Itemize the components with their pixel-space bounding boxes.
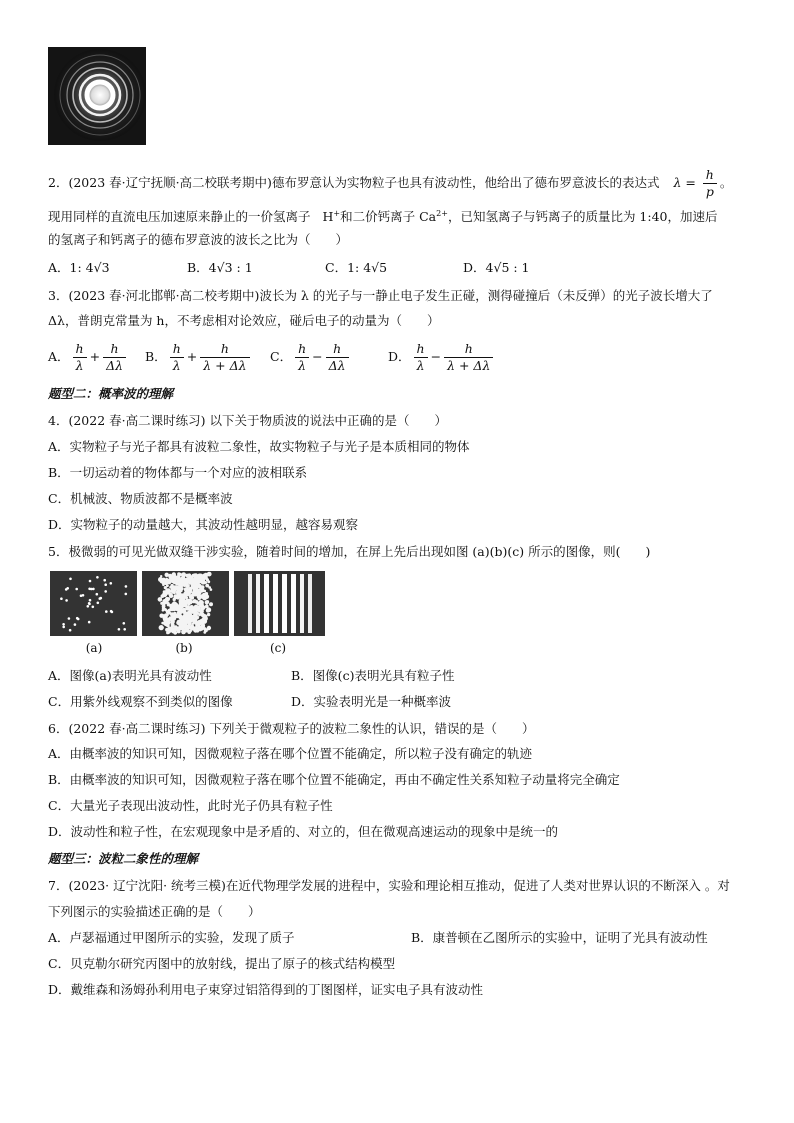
photon-dot <box>69 629 72 632</box>
photon-dot <box>159 625 164 630</box>
photon-dot <box>167 580 171 584</box>
interference-panel-c <box>234 571 325 636</box>
photon-dot <box>192 591 197 596</box>
photon-dot <box>168 618 171 621</box>
photon-dot <box>203 631 206 634</box>
photon-dot <box>179 619 183 623</box>
photon-dot <box>196 609 199 612</box>
photon-dot <box>206 609 209 612</box>
q3-option-a[interactable]: A． $\frac{h}{\lambda}$ + $\frac{h}{\Delta\lambda}$ <box>48 341 129 374</box>
photon-dot <box>161 594 165 598</box>
q2-stem-line3: 的氢离子和钙离子的德布罗意波的波长之比为（ ） <box>48 232 349 247</box>
photon-dot <box>191 624 194 627</box>
photon-dot <box>177 578 180 581</box>
photon-dot <box>76 617 79 620</box>
photon-dot <box>197 620 200 623</box>
photon-dot <box>163 590 166 593</box>
q4-option-d[interactable]: D．实物粒子的动量越大，其波动性越明显，越容易观察 <box>48 517 359 532</box>
photon-dot <box>69 578 72 581</box>
interference-panel-a <box>50 571 137 636</box>
photon-dot <box>65 599 68 602</box>
section-heading-2: 题型二：概率波的理解 <box>48 386 174 401</box>
photon-dot <box>182 576 185 579</box>
q3-option-b[interactable]: B． $\frac{h}{\lambda}$ + $\frac{h}{\lambda + \Delta\lambda}$ <box>145 341 253 374</box>
photon-dot <box>202 574 207 579</box>
photon-dot <box>202 581 206 585</box>
panel-label-b: (b) <box>175 641 193 655</box>
photon-dot <box>204 620 207 623</box>
photon-dot <box>62 623 65 626</box>
q6-option-c[interactable]: C．大量光子表现出波动性，此时光子仍具有粒子性 <box>48 798 333 813</box>
photon-dot <box>125 593 128 596</box>
q2-stem-line2: 现用同样的直流电压加速原来静止的一价氢离子 H+和二价钙离子 $Ca^{2+}$，已知氢离子与钙离子的质量比为 1:40，加速后 <box>48 209 718 225</box>
photon-dot <box>161 614 164 617</box>
q4-option-a[interactable]: A．实物粒子与光子都具有波粒二象性，故实物粒子与光子是本质相同的物体 <box>48 439 470 454</box>
photon-dot <box>60 597 63 600</box>
photon-dot <box>105 610 108 613</box>
photon-dot <box>166 584 169 587</box>
photon-dot <box>193 573 196 576</box>
photon-dot <box>171 623 175 627</box>
q4-option-c[interactable]: C．机械波、物质波都不是概率波 <box>48 491 233 506</box>
q7-option-c[interactable]: C．贝克勒尔研究丙图中的放射线，提出了原子的核式结构模型 <box>48 956 396 971</box>
photon-dot <box>189 629 192 632</box>
q2-option-d[interactable]: D．4√5 : 1 <box>463 260 530 275</box>
photon-dot <box>188 607 192 611</box>
photon-dot <box>158 597 163 602</box>
interference-panel-b <box>142 571 229 636</box>
photon-dot <box>202 595 207 600</box>
photon-dot <box>184 611 186 613</box>
photon-dot <box>190 576 193 579</box>
photon-dot <box>187 590 190 593</box>
q3-option-d[interactable]: D． $\frac{h}{\lambda}$ − $\frac{h}{\lambda + \Delta\lambda}$ <box>388 341 496 374</box>
photon-dot <box>87 605 90 608</box>
photon-dot <box>92 606 95 609</box>
photon-dot <box>194 605 199 610</box>
photon-dot <box>104 590 107 593</box>
photon-dot <box>167 602 170 605</box>
photon-dot <box>110 582 113 585</box>
photon-dot <box>158 577 163 582</box>
photon-dot <box>177 580 179 582</box>
photon-dot <box>187 621 191 625</box>
photon-dot <box>74 623 77 626</box>
photon-dot <box>125 585 128 588</box>
photon-dot <box>123 622 126 625</box>
photon-dot <box>169 612 172 615</box>
q7-stem-line2: 下列图示的实验描述正确的是（ ） <box>48 904 261 919</box>
photon-dot <box>182 628 185 631</box>
q7-option-d[interactable]: D．戴维森和汤姆孙利用电子束穿过铝箔得到的丁图图样，证实电子具有波动性 <box>48 982 484 997</box>
q6-option-a[interactable]: A．由概率波的知识可知，因微观粒子落在哪个位置不能确定，所以粒子没有确定的轨迹 <box>48 746 533 761</box>
photon-dot <box>207 572 212 577</box>
photon-dot <box>209 602 213 606</box>
photon-dot <box>168 609 171 612</box>
q5-option-b[interactable]: B．图像(c)表明光具有粒子性 <box>291 668 455 683</box>
photon-dot <box>166 588 171 593</box>
photon-dot <box>210 588 213 591</box>
photon-dot <box>165 573 169 577</box>
photon-dot <box>184 622 188 626</box>
photon-dot <box>201 585 205 589</box>
photon-dot <box>80 594 83 597</box>
photon-dot <box>161 622 164 625</box>
photon-dot <box>88 602 91 605</box>
photon-dot <box>68 617 71 620</box>
photon-dot <box>173 594 178 599</box>
photon-dot <box>178 596 181 599</box>
photon-dot <box>96 576 99 579</box>
photon-dot <box>194 627 199 632</box>
photon-dot <box>88 621 91 624</box>
photon-dot <box>100 597 103 600</box>
photon-dot <box>66 587 69 590</box>
q7-option-a[interactable]: A．卢瑟福通过甲图所示的实验，发现了质子 <box>48 930 295 945</box>
photon-dot <box>192 583 196 587</box>
photon-dot <box>207 580 210 583</box>
q2-option-a[interactable]: A．1: 4√3 <box>48 260 110 275</box>
photon-dot <box>182 596 186 600</box>
panel-label-c: (c) <box>269 641 287 655</box>
photon-dot <box>164 608 167 611</box>
photon-dot <box>110 610 113 613</box>
photon-dot <box>164 619 169 624</box>
q6-stem: 6．(2022 春·高二课时练习) 下列关于微观粒子的波粒二象性的认识，错误的是（ ） <box>48 721 535 736</box>
photon-dot <box>104 583 107 586</box>
q7-option-b[interactable]: B．康普顿在乙图所示的实验中，证明了光具有波动性 <box>411 930 708 945</box>
photon-dot <box>171 603 175 607</box>
photon-dot <box>188 593 191 596</box>
photon-dot <box>168 628 173 633</box>
photon-dot <box>97 602 100 605</box>
panel-label-a: (a) <box>85 641 103 655</box>
photon-dot <box>179 580 183 584</box>
q3-stem-line1: 3．(2023 春·河北邯郸·高二校考期中)波长为 λ 的光子与一静止电子发生正碰，测得碰撞后（未反弹）的光子波长增大了 <box>48 288 713 303</box>
photon-dot <box>203 627 206 630</box>
photon-dot <box>207 613 210 616</box>
photon-dot <box>89 599 92 602</box>
photon-dot <box>203 590 206 593</box>
photon-dot <box>207 626 211 630</box>
photon-dot <box>123 628 126 631</box>
photon-dot <box>162 604 166 608</box>
photon-dot <box>186 600 189 603</box>
q3-stem-line2: Δλ，普朗克常量为 h，不考虑相对论效应，碰后电子的动量为（ ） <box>48 313 440 328</box>
photon-dot <box>90 588 93 591</box>
photon-dot <box>169 594 173 598</box>
photon-dot <box>196 588 199 591</box>
photon-dot <box>89 580 92 583</box>
photon-dot <box>184 580 188 584</box>
photon-dot <box>178 591 182 595</box>
photon-dot <box>188 603 191 606</box>
photon-dot <box>160 602 163 605</box>
photon-dot <box>182 601 187 606</box>
photon-dot <box>199 612 202 615</box>
photon-dot <box>173 580 177 584</box>
q2-stem-line1: 2．(2023 春·辽宁抚顺·高二校联考期中)德布罗意认为实物粒子也具有波动性，他给出了德布罗意波长的表达式 λ = $\frac{h}{p}$ 。 <box>48 167 733 199</box>
photon-dot <box>173 631 177 635</box>
photon-dot <box>183 613 187 617</box>
q6-option-b[interactable]: B．由概率波的知识可知，因微观粒子落在哪个位置不能确定，再由不确定性关系知粒子动量将完全确定 <box>48 772 620 787</box>
photon-dot <box>199 600 203 604</box>
photon-dot <box>201 624 205 628</box>
photon-dot <box>62 626 65 629</box>
photon-dot <box>118 628 121 631</box>
de-broglie-formula: $\frac{h}{p}$ <box>703 167 717 200</box>
photon-dot <box>206 600 209 603</box>
q2-option-b[interactable]: B．4√3 : 1 <box>187 260 253 275</box>
photon-dot <box>169 586 172 589</box>
q5-option-c[interactable]: C．用紫外线观察不到类似的图像 <box>48 694 233 709</box>
q2-option-c[interactable]: C．1: 4√5 <box>325 260 388 275</box>
q5-option-d[interactable]: D．实验表明光是一种概率波 <box>291 694 452 709</box>
photon-dot <box>172 616 175 619</box>
photon-dot <box>195 615 199 619</box>
photon-dot <box>205 584 209 588</box>
photon-dot <box>166 613 169 616</box>
photon-dot <box>189 613 192 616</box>
section-heading-3: 题型三：波粒二象性的理解 <box>48 851 199 866</box>
photon-dot <box>180 574 182 576</box>
q5-stem: 5．极微弱的可见光做双缝干涉实验，随着时间的增加，在屏上先后出现如图 (a)(b)(c) 所示的图像，则( ) <box>48 544 651 559</box>
q5-option-a[interactable]: A．图像(a)表明光具有波动性 <box>48 668 212 683</box>
photon-dot <box>179 616 182 619</box>
q7-stem-line1: 7．(2023· 辽宁沈阳· 统考三模)在近代物理学发展的进程中，实验和理论相互推动，促进了人类对世界认识的不断深入 。对 <box>48 878 730 893</box>
photon-dot <box>172 613 175 616</box>
photon-dot <box>170 590 173 593</box>
photon-dot <box>185 574 188 577</box>
photon-dot <box>103 579 106 582</box>
photon-dot <box>193 610 197 614</box>
q6-option-d[interactable]: D．波动性和粒子性，在宏观现象中是矛盾的、对立的，但在微观高速运动的现象中是统一的 <box>48 824 559 839</box>
photon-dot <box>177 610 182 615</box>
photon-dot <box>174 585 176 587</box>
photon-dot <box>193 599 197 603</box>
photon-dot <box>175 626 179 630</box>
photon-dot <box>96 593 99 596</box>
electron-diffraction-image <box>48 47 146 145</box>
q3-option-c[interactable]: C． $\frac{h}{\lambda}$ − $\frac{h}{\Delta\lambda}$ <box>270 341 352 374</box>
photon-dot <box>75 588 78 591</box>
q4-option-b[interactable]: B．一切运动着的物体都与一个对应的波相联系 <box>48 465 308 480</box>
q4-stem: 4．(2022 春·高二课时练习) 以下关于物质波的说法中正确的是（ ） <box>48 413 447 428</box>
